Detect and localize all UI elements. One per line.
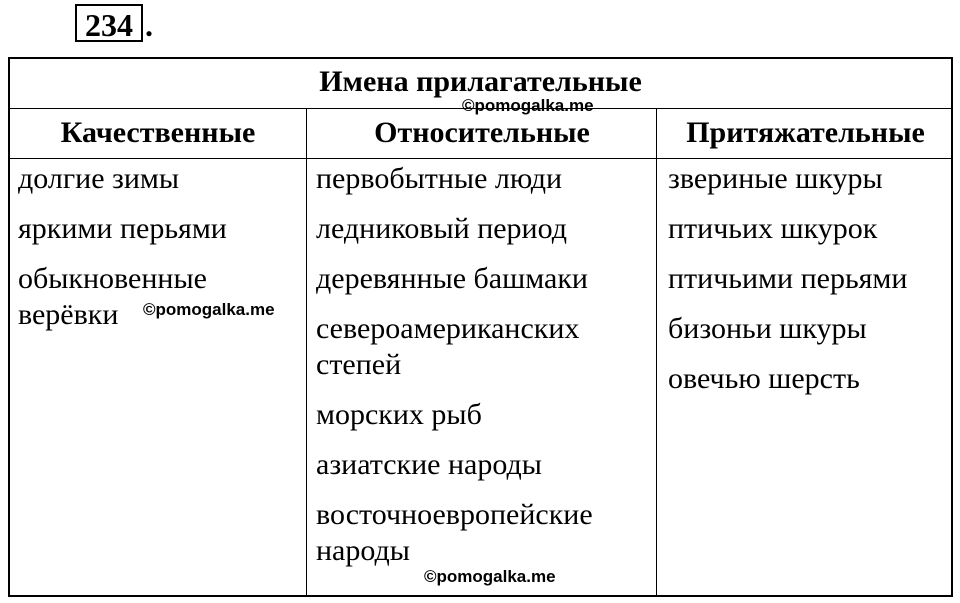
list-item	[18, 261, 298, 333]
column-header-qualitative: Качественные	[60, 116, 256, 149]
list-item-line: степей	[316, 348, 402, 381]
list-item-line: верёвки	[18, 298, 119, 331]
list-item: ледниковый период	[316, 212, 568, 245]
adjectives-table	[8, 57, 953, 597]
list-item: птичьих шкурок	[668, 212, 878, 245]
watermark-bottom: ©pomogalka.me	[424, 567, 556, 586]
watermark-left: ©pomogalka.me	[143, 300, 275, 319]
header-divider	[10, 158, 951, 159]
list-item: первобытные люди	[316, 162, 563, 195]
table-title: Имена прилагательные	[319, 65, 642, 98]
column-header-relative: Относительные	[374, 116, 590, 149]
list-item: деревянные башмаки	[316, 262, 588, 295]
list-item-line: народы	[316, 534, 410, 567]
task-number-dot: .	[145, 7, 153, 43]
list-item-line: североамериканских	[316, 312, 580, 345]
column-divider-2	[656, 108, 657, 595]
column-relative	[316, 161, 652, 583]
list-item: бизоньи шкуры	[668, 312, 867, 345]
list-item: морских рыб	[316, 398, 482, 431]
list-item	[316, 497, 652, 569]
list-item: яркими перьями	[18, 212, 227, 245]
task-number-box	[75, 4, 143, 42]
list-item: азиатские народы	[316, 448, 542, 481]
list-item: овечью шерсть	[668, 362, 860, 395]
list-item: птичьими перьями	[668, 262, 908, 295]
column-divider-1	[306, 108, 307, 595]
list-item	[316, 311, 652, 383]
task-number: 234	[85, 7, 133, 43]
list-item: долгие зимы	[18, 162, 180, 195]
column-possessive	[668, 161, 950, 411]
list-item-line: восточноевропейские	[316, 498, 593, 531]
watermark-top: ©pomogalka.me	[462, 96, 594, 115]
list-item: звериные шкуры	[668, 162, 883, 195]
column-header-possessive: Притяжательные	[686, 116, 925, 149]
list-item-line: обыкновенные	[18, 262, 207, 295]
